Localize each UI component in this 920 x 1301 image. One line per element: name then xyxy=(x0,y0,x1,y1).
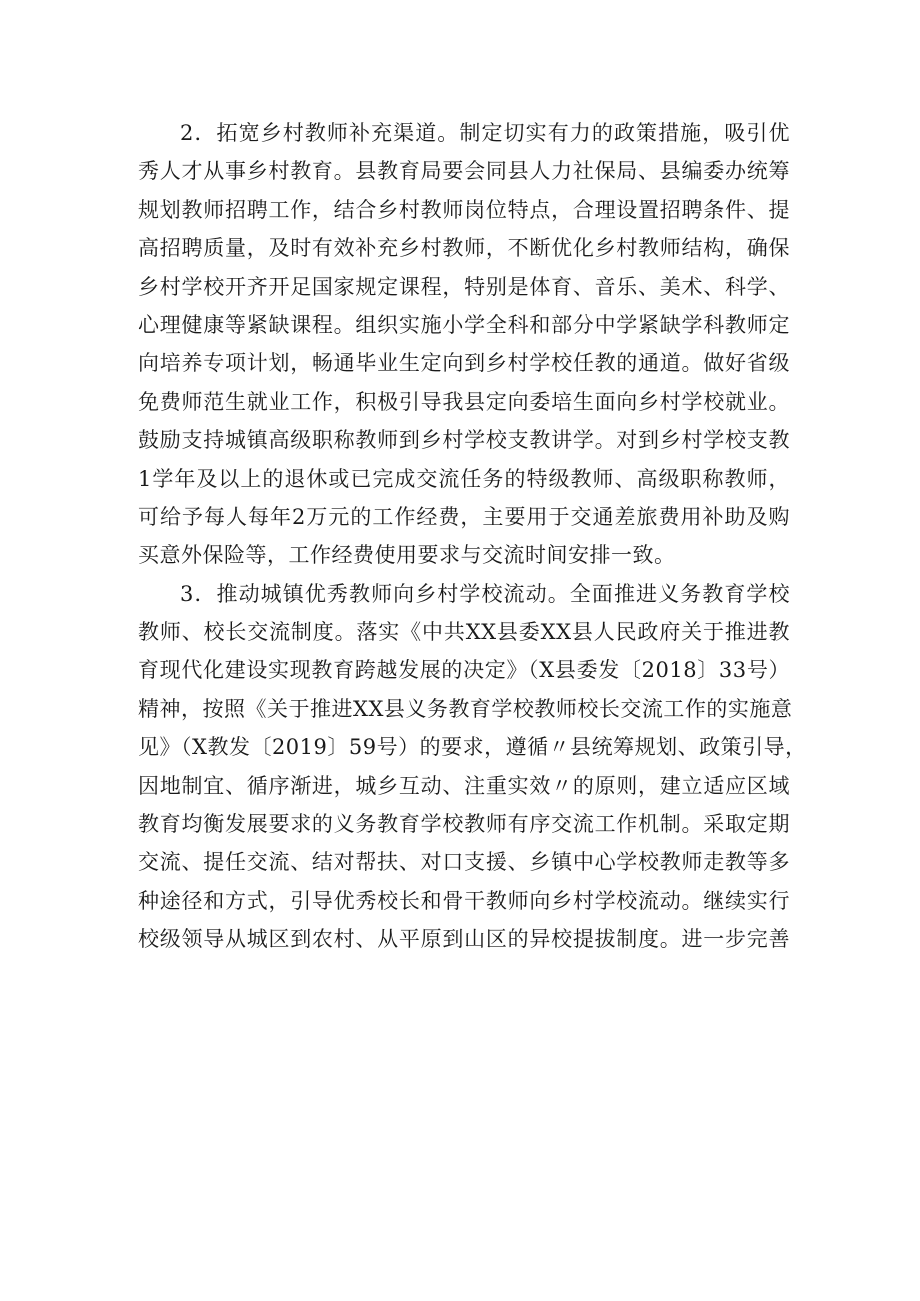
text-line: 3．推动城镇优秀教师向乡村学校流动。全面推进义务教育学校 xyxy=(180,581,790,606)
text-line: 可给予每人每年2万元的工作经费，主要用于交通差旅费用补助及购 xyxy=(138,504,790,529)
document-body xyxy=(138,114,807,959)
text-line: 1学年及以上的退休或已完成交流任务的特级教师、高级职称教师， xyxy=(138,466,790,491)
text-line: 育现代化建设实现教育跨越发展的决定》（X县委发〔2018〕33号） xyxy=(138,658,790,683)
text-line: 交流、提任交流、结对帮扶、对口支援、乡镇中心学校教师走教等多 xyxy=(138,850,790,875)
text-line: 向培养专项计划，畅通毕业生定向到乡村学校任教的通道。做好省级 xyxy=(138,351,790,376)
text-line: 买意外保险等，工作经费使用要求与交流时间安排一致。 xyxy=(138,543,676,568)
text-line: 种途径和方式，引导优秀校长和骨干教师向乡村学校流动。继续实行 xyxy=(138,888,790,913)
paragraph-2 xyxy=(138,114,790,575)
text-line: 2．拓宽乡村教师补充渠道。制定切实有力的政策措施，吸引优 xyxy=(180,121,790,145)
text-line: 免费师范生就业工作，积极引导我县定向委培生面向乡村学校就业。 xyxy=(138,389,790,414)
text-line: 因地制宜、循序渐进，城乡互动、注重实效〃的原则，建立适应区域 xyxy=(138,773,790,798)
text-line: 见》（X教发〔2019〕59号）的要求，遵循〃县统筹规划、政策引导， xyxy=(138,735,807,760)
text-line: 乡村学校开齐开足国家规定课程，特别是体育、音乐、美术、科学、 xyxy=(138,274,790,299)
text-line: 心理健康等紧缺课程。组织实施小学全科和部分中学紧缺学科教师定 xyxy=(138,312,790,337)
text-line: 精神，按照《关于推进XX县义务教育学校教师校长交流工作的实施意 xyxy=(138,696,793,721)
text-line: 校级领导从城区到农村、从平原到山区的异校提拔制度。进一步完善 xyxy=(138,927,790,952)
text-line: 鼓励支持城镇高级职称教师到乡村学校支教讲学。对到乡村学校支教 xyxy=(138,428,790,453)
text-line: 规划教师招聘工作，结合乡村教师岗位特点，合理设置招聘条件、提 xyxy=(138,197,790,222)
paragraph-3 xyxy=(138,575,807,959)
text-line: 教师、校长交流制度。落实《中共XX县委XX县人民政府关于推进教 xyxy=(138,620,790,645)
text-line: 高招聘质量，及时有效补充乡村教师，不断优化乡村教师结构，确保 xyxy=(138,236,790,261)
text-line: 秀人才从事乡村教育。县教育局要会同县人力社保局、县编委办统筹 xyxy=(138,159,790,184)
text-line: 教育均衡发展要求的义务教育学校教师有序交流工作机制。采取定期 xyxy=(138,812,790,837)
